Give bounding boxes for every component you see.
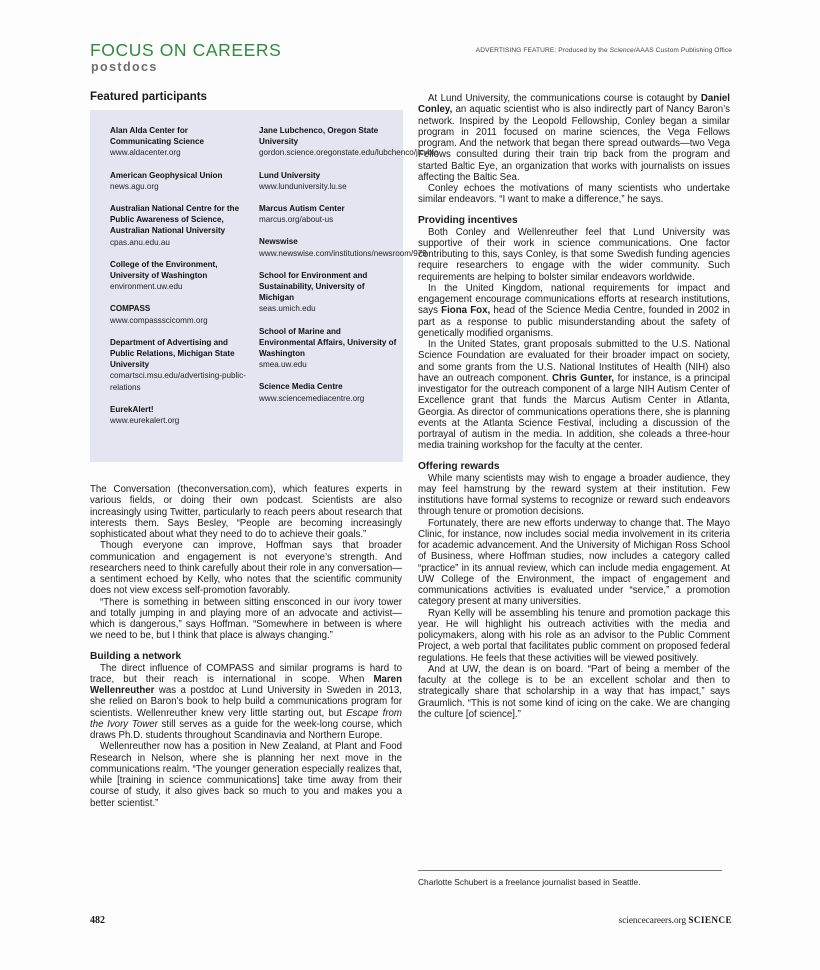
participant-name: College of the Environment, University of Washington: [110, 259, 218, 281]
body-paragraph: Both Conley and Wellenreuther feel that Lund University was supportive of their work in science communications. One factor contributing to this, says Conley, is that some Swedish funding agencies require researchers to engage with the wider community. Such requirements are helping to bolster similar endeavors worldwide.: [418, 226, 730, 283]
participant-url[interactable]: seas.umich.edu: [259, 304, 316, 314]
article-column-left: [90, 484, 402, 809]
body-paragraph: And at UW, the dean is on board. “Part of being a member of the faculty at the college is to be an excellent scholar and then to strategically share that scholarship in a way that has impact,” says Graumlich. “This is not some kind of icing on the cake. We are changing the culture [of science].”: [418, 663, 730, 720]
body-paragraph: Conley echoes the motivations of many scientists who undertake similar endeavors. “I want to make a difference,” he says.: [418, 183, 730, 206]
participant-entry: [110, 125, 250, 159]
participant-name: EurekAlert!: [110, 404, 154, 414]
text-run: At Lund University, the communications course is cotaught by: [428, 93, 701, 104]
participant-name: School of Marine and Environmental Affairs, University of Washington: [259, 326, 397, 359]
advertising-feature-note: [476, 47, 732, 54]
participant-entry: [110, 259, 250, 293]
page-number: 482: [90, 915, 105, 926]
person-name: Daniel Conley,: [418, 93, 730, 116]
participant-url[interactable]: www.eurekalert.org: [110, 416, 180, 426]
ad-suffix: /AAAS Custom Publishing Office: [633, 47, 732, 54]
participant-name: Marcus Autism Center: [259, 204, 345, 214]
body-paragraph: [418, 93, 730, 183]
participant-entry: [259, 236, 427, 258]
participant-entry: [259, 203, 399, 225]
page-header: [90, 38, 732, 78]
body-paragraph: The Conversation (theconversation.com), which features experts in various fields, or doing their own podcast. Scientists are also increasingly using Twitter, particularly to reach peers about research that interests them. Says Besley, “People are becoming increasingly sophisticated about what they need to do to achieve their goals.”: [90, 484, 402, 540]
text-run: an aquatic scientist who is also indirectly part of Nancy Baron’s network. Inspired by the Leopold Fellowship, Conley began a similar program in 2011 focused on marine sciences, the Vega Fellows program. And the network that began there spread outwards—two Vega Fellows consulted during their train trip back from the program and started Baltic Eye, an organization that works with journalists on issues affecting the Baltic Sea.: [418, 104, 730, 183]
participant-url[interactable]: gordon.science.oregonstate.edu/lubchenco/jlcvbio: [259, 148, 439, 158]
body-paragraph: [90, 663, 402, 742]
body-paragraph: [418, 283, 730, 339]
journal-name: SCIENCE: [688, 915, 732, 925]
participant-entry: [259, 125, 439, 159]
text-run: head of the Science Media Centre, founded in 2002 in part as a response to public misunderstanding about the safety of genetically modified organisms.: [418, 305, 730, 339]
ad-journal: Science: [609, 47, 634, 54]
participant-url[interactable]: comartsci.msu.edu/advertising-public-relations: [110, 371, 246, 392]
participant-entry: [110, 337, 250, 393]
text-run: In the United States, grant proposals submitted to the U.S. National Science Foundation are evaluated for their broader impact on society, and some grants from the U.S. National Institutes of Health (NIH) also have an outreach component.: [418, 339, 730, 384]
participant-entry: [259, 270, 399, 315]
footer-url[interactable]: sciencecareers.org: [618, 915, 689, 925]
featured-column-right: [259, 125, 439, 415]
participant-name: Department of Advertising and Public Relations, Michigan State University: [110, 337, 235, 370]
participant-url[interactable]: smea.uw.edu: [259, 360, 307, 370]
section-subtitle: postdocs: [91, 60, 158, 74]
section-title: FOCUS ON CAREERS: [90, 40, 282, 60]
participant-url[interactable]: www.compassscicomm.org: [110, 315, 208, 325]
body-paragraph: Though everyone can improve, Hoffman says that broader communication and engagement is not everyone’s strength. And researchers need to think carefully about their role in any conversation—a sentiment echoed by Kelly, who notes that the scientific community does not view excess self-promotion favorably.: [90, 540, 402, 597]
participant-url[interactable]: environment.uw.edu: [110, 282, 183, 292]
participant-entry: [110, 303, 250, 325]
participant-entry: [259, 381, 399, 403]
text-run: for instance, is a principal investigator for the outreach component of a large NIH Autism Center of Excellence grant that funds the Marcus Autism Center in Atlanta, Georgia. As director of communications operations there, she is planning events at the Atlanta Science Festival, including a discussion of the portrayal of autism in the media. In addition, she coleads a three-hour media training workshop for the faculty at the center.: [418, 372, 730, 452]
section-heading-incentives: Providing incentives: [418, 214, 518, 226]
participant-entry: [110, 203, 250, 248]
participant-url[interactable]: www.sciencemediacentre.org: [259, 393, 365, 403]
participant-entry: [110, 404, 250, 426]
person-name: Fiona Fox,: [441, 305, 491, 317]
participant-name: Alan Alda Center for Communicating Science: [110, 126, 204, 147]
participant-entry: [259, 326, 399, 371]
participant-entry: [259, 170, 399, 192]
person-name: Maren Wellenreuther: [90, 673, 402, 696]
article-column-right: [418, 93, 730, 720]
participant-entry: [110, 170, 250, 192]
text-run: The direct influence of COMPASS and similar programs is hard to trace, but their reach is international in scope. When: [90, 662, 402, 685]
body-paragraph: “There is something in between sitting ensconced in our ivory tower and totally jumping in and playing more of an advocate and activist—which is dangerous,” says Hoffman. “Somewhere in between is where we need to be, but I think that place is always changing.”: [90, 596, 402, 642]
participant-url[interactable]: www.newswise.com/institutions/newsroom/979: [259, 248, 427, 258]
body-paragraph: [418, 339, 730, 452]
ad-prefix: ADVERTISING FEATURE: Produced by the: [475, 47, 610, 54]
participant-name: Newswise: [259, 237, 298, 247]
author-byline: Charlotte Schubert is a freelance journalist based in Seattle.: [418, 870, 722, 887]
participant-name: COMPASS: [110, 304, 151, 314]
participant-url[interactable]: www.lunduniversity.lu.se: [259, 181, 347, 191]
participant-name: Lund University: [259, 170, 321, 180]
section-heading-rewards: Offering rewards: [418, 460, 500, 472]
body-paragraph: Wellenreuther now has a position in New Zealand, at Plant and Food Research in Nelson, where she is planning her next move in the communications realm. “The younger generation especially realizes that, while [training in science communications] take time away from their course of study, it also gives back so much to you and makes you a better scientist.”: [90, 741, 402, 809]
participant-url[interactable]: cpas.anu.edu.au: [110, 237, 170, 247]
featured-participants-box: [90, 110, 439, 462]
participant-url[interactable]: www.aldacenter.org: [110, 148, 181, 158]
section-heading-network: Building a network: [90, 650, 182, 662]
text-run: still serves as a guide for the week-long course, which draws Ph.D. students throughout Scandinavia and Northern Europe.: [90, 718, 402, 741]
person-name: Chris Gunter,: [551, 372, 615, 384]
footer-site: [619, 915, 732, 925]
text-run: In the United Kingdom, national requirements for impact and engagement encourage communications efforts at research institutions, says: [418, 282, 730, 317]
participant-name: Science Media Centre: [259, 382, 343, 392]
participant-name: Jane Lubchenco, Oregon State University: [259, 126, 379, 147]
book-title: Escape from the Ivory Tower: [90, 707, 402, 730]
participant-url[interactable]: marcus.org/about-us: [259, 215, 334, 225]
participant-name: Australian National Centre for the Public Awareness of Science, Australian National University: [110, 204, 240, 236]
body-paragraph: While many scientists may wish to engage a broader audience, they may feel hamstrung by the reward system at their institution. Few institutions have formal systems to recognize or reward such endeavors through tenure or promotion decisions.: [418, 472, 730, 518]
participant-name: School for Environment and Sustainability, University of Michigan: [259, 270, 368, 303]
featured-column-left: [110, 125, 250, 437]
body-paragraph: Ryan Kelly will be assembling his tenure and promotion package this year. He will highlight his outreach activities with the media and policymakers, along with his role as an advisor to the Public Comment Project, a web portal that facilitates public comment on proposed federal regulations. He feels that these activities will be viewed positively.: [418, 607, 730, 664]
participant-name: American Geophysical Union: [110, 170, 223, 180]
body-paragraph: Fortunately, there are new efforts underway to change that. The Mayo Clinic, for instance, now includes social media involvement in its criteria for academic advancement. And the University of Michigan Ross School of Business, where Hoffman studies, now includes a category called “practice” in its annual review, which can include media engagement. At UW College of the Environment, the impact of engagement and communications activities is evaluated under “service,” a promotion category present at many universities.: [418, 517, 730, 608]
featured-heading: Featured participants: [90, 91, 207, 103]
text-run: was a postdoc at Lund University in Sweden in 2013, she relied on Baron’s book to help build a communications program for scientists. Wellenreuther knew very little starting out, but: [90, 685, 402, 719]
participant-url[interactable]: news.agu.org: [110, 181, 159, 191]
